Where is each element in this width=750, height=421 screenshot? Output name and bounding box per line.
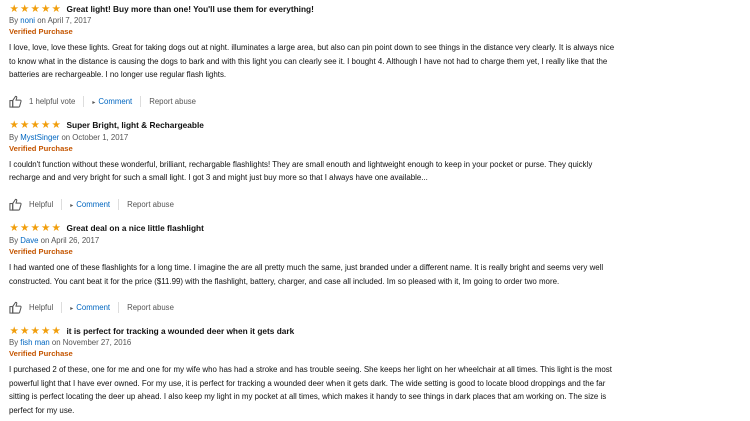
star-icon: ★ xyxy=(30,119,40,132)
review-title[interactable]: Great deal on a nice little flashlight xyxy=(66,223,204,234)
review-byline: By Dave on April 26, 2017 xyxy=(9,235,100,245)
helpful-button[interactable]: Helpful xyxy=(29,302,54,312)
verified-purchase-badge: Verified Purchase xyxy=(9,27,73,36)
review-title[interactable]: Super Bright, light & Rechargeable xyxy=(66,120,204,131)
star-rating[interactable] xyxy=(9,120,62,130)
thumbs-up-icon[interactable] xyxy=(9,301,22,314)
helpful-votes: 1 helpful vote xyxy=(29,97,76,107)
review-1 xyxy=(9,2,730,110)
star-icon: ★ xyxy=(41,324,51,337)
triangle-right-icon: ▸ xyxy=(92,100,96,107)
triangle-right-icon: ▸ xyxy=(70,203,74,210)
report-abuse-link[interactable]: Report abuse xyxy=(149,97,197,107)
review-body: I love, love, love these lights. Great for taking dogs out at night. illuminates a large area, but also can pin point down to see things in the distance very clearly. It is always nice to know what in the distance is causing the dogs to bark and with this light you can clearly see it. I bought 4. Although I have not had to charge them yet, I really like that the batteries are rechargeable. I no longer use regular flash lights. xyxy=(9,43,615,80)
review-actions xyxy=(9,94,730,110)
verified-purchase-badge: Verified Purchase xyxy=(9,349,73,359)
review-4 xyxy=(9,324,730,417)
review-byline: By noni on April 7, 2017 xyxy=(9,16,92,25)
review-date: on April 26, 2017 xyxy=(40,235,100,245)
verified-purchase-badge: Verified Purchase xyxy=(9,143,73,153)
star-icon: ★ xyxy=(51,2,61,15)
star-icon: ★ xyxy=(51,222,61,235)
review-body: I couldn't function without these wonderful, brilliant, rechargable flashlights! They are small enouth and lightweight enough to keep in your pocket or purse. They quickly recharge and and very bright for such a small light. I got 3 and might just buy more so that I always have one available... xyxy=(9,159,593,183)
star-icon: ★ xyxy=(51,324,61,337)
star-icon: ★ xyxy=(9,324,19,337)
star-rating[interactable] xyxy=(9,326,62,336)
divider xyxy=(83,96,84,107)
review-title[interactable]: it is perfect for tracking a wounded deer when it gets dark xyxy=(66,325,295,336)
divider xyxy=(118,199,119,210)
star-icon: ★ xyxy=(41,2,51,15)
review-date: on April 7, 2017 xyxy=(37,16,92,25)
review-body: I purchased 2 of these, one for me and one for my wife who has had a stroke and has trouble seeing. She keeps her light on her wheelchair at all times. This light is the most powerful light that I have ever owned. For my use, it is perfect for tracking a wounded deer when it gets dark. The wide setting is good to locate blood droppings and the far sitting is perfect locating the deer up ahead. I also keep my light in my pocket at all times, which makes it handy to see things in dark places that am working on. The size is perfect for my use. xyxy=(9,365,612,415)
review-date: on October 1, 2017 xyxy=(61,132,129,142)
star-icon: ★ xyxy=(30,222,40,235)
star-icon: ★ xyxy=(20,119,30,132)
review-byline: By MystSinger on October 1, 2017 xyxy=(9,132,129,142)
star-icon: ★ xyxy=(9,2,19,15)
thumbs-up-icon[interactable] xyxy=(9,198,22,211)
comment-link[interactable]: ▸ Comment xyxy=(70,200,111,210)
verified-purchase-badge: Verified Purchase xyxy=(9,246,73,256)
star-icon: ★ xyxy=(20,2,30,15)
star-icon: ★ xyxy=(20,222,30,235)
star-icon: ★ xyxy=(9,222,19,235)
divider xyxy=(140,96,141,107)
report-abuse-link[interactable]: Report abuse xyxy=(127,302,174,312)
review-date: on November 27, 2016 xyxy=(51,338,132,348)
comment-link[interactable]: ▸ Comment xyxy=(70,302,111,312)
comment-link[interactable]: ▸ Comment xyxy=(92,97,133,107)
review-author-link[interactable]: Dave xyxy=(20,235,39,245)
review-author-link[interactable]: MystSinger xyxy=(20,132,60,142)
divider xyxy=(61,302,62,313)
star-icon: ★ xyxy=(9,119,19,132)
star-rating[interactable] xyxy=(9,223,62,233)
review-author-link[interactable]: noni xyxy=(20,16,36,25)
review-author-link[interactable]: fish man xyxy=(20,338,50,348)
review-actions xyxy=(9,299,730,315)
star-icon: ★ xyxy=(30,324,40,337)
review-title[interactable]: Great light! Buy more than one! You'll use them for everything! xyxy=(66,3,314,14)
star-icon: ★ xyxy=(41,119,51,132)
star-icon: ★ xyxy=(20,324,30,337)
helpful-button[interactable]: Helpful xyxy=(29,200,54,210)
divider xyxy=(118,302,119,313)
divider xyxy=(61,199,62,210)
review-2 xyxy=(9,119,730,213)
star-icon: ★ xyxy=(51,119,61,132)
thumbs-up-icon[interactable] xyxy=(9,95,22,108)
star-icon: ★ xyxy=(41,222,51,235)
review-actions xyxy=(9,197,730,213)
star-icon: ★ xyxy=(30,2,40,15)
triangle-right-icon: ▸ xyxy=(70,305,74,312)
star-rating[interactable] xyxy=(9,4,62,14)
review-byline: By fish man on November 27, 2016 xyxy=(9,338,132,348)
review-3 xyxy=(9,222,730,315)
report-abuse-link[interactable]: Report abuse xyxy=(127,200,174,210)
review-body: I had wanted one of these flashlights for a long time. I imagine the are all pretty much the same, just branded under a different name. It is really bright and seems very well constructed. You cant beat it for the price ($11.99) with the flashlight, battery, charger, and case all included. Im so pleased with it, Im going to order two more. xyxy=(9,262,604,286)
